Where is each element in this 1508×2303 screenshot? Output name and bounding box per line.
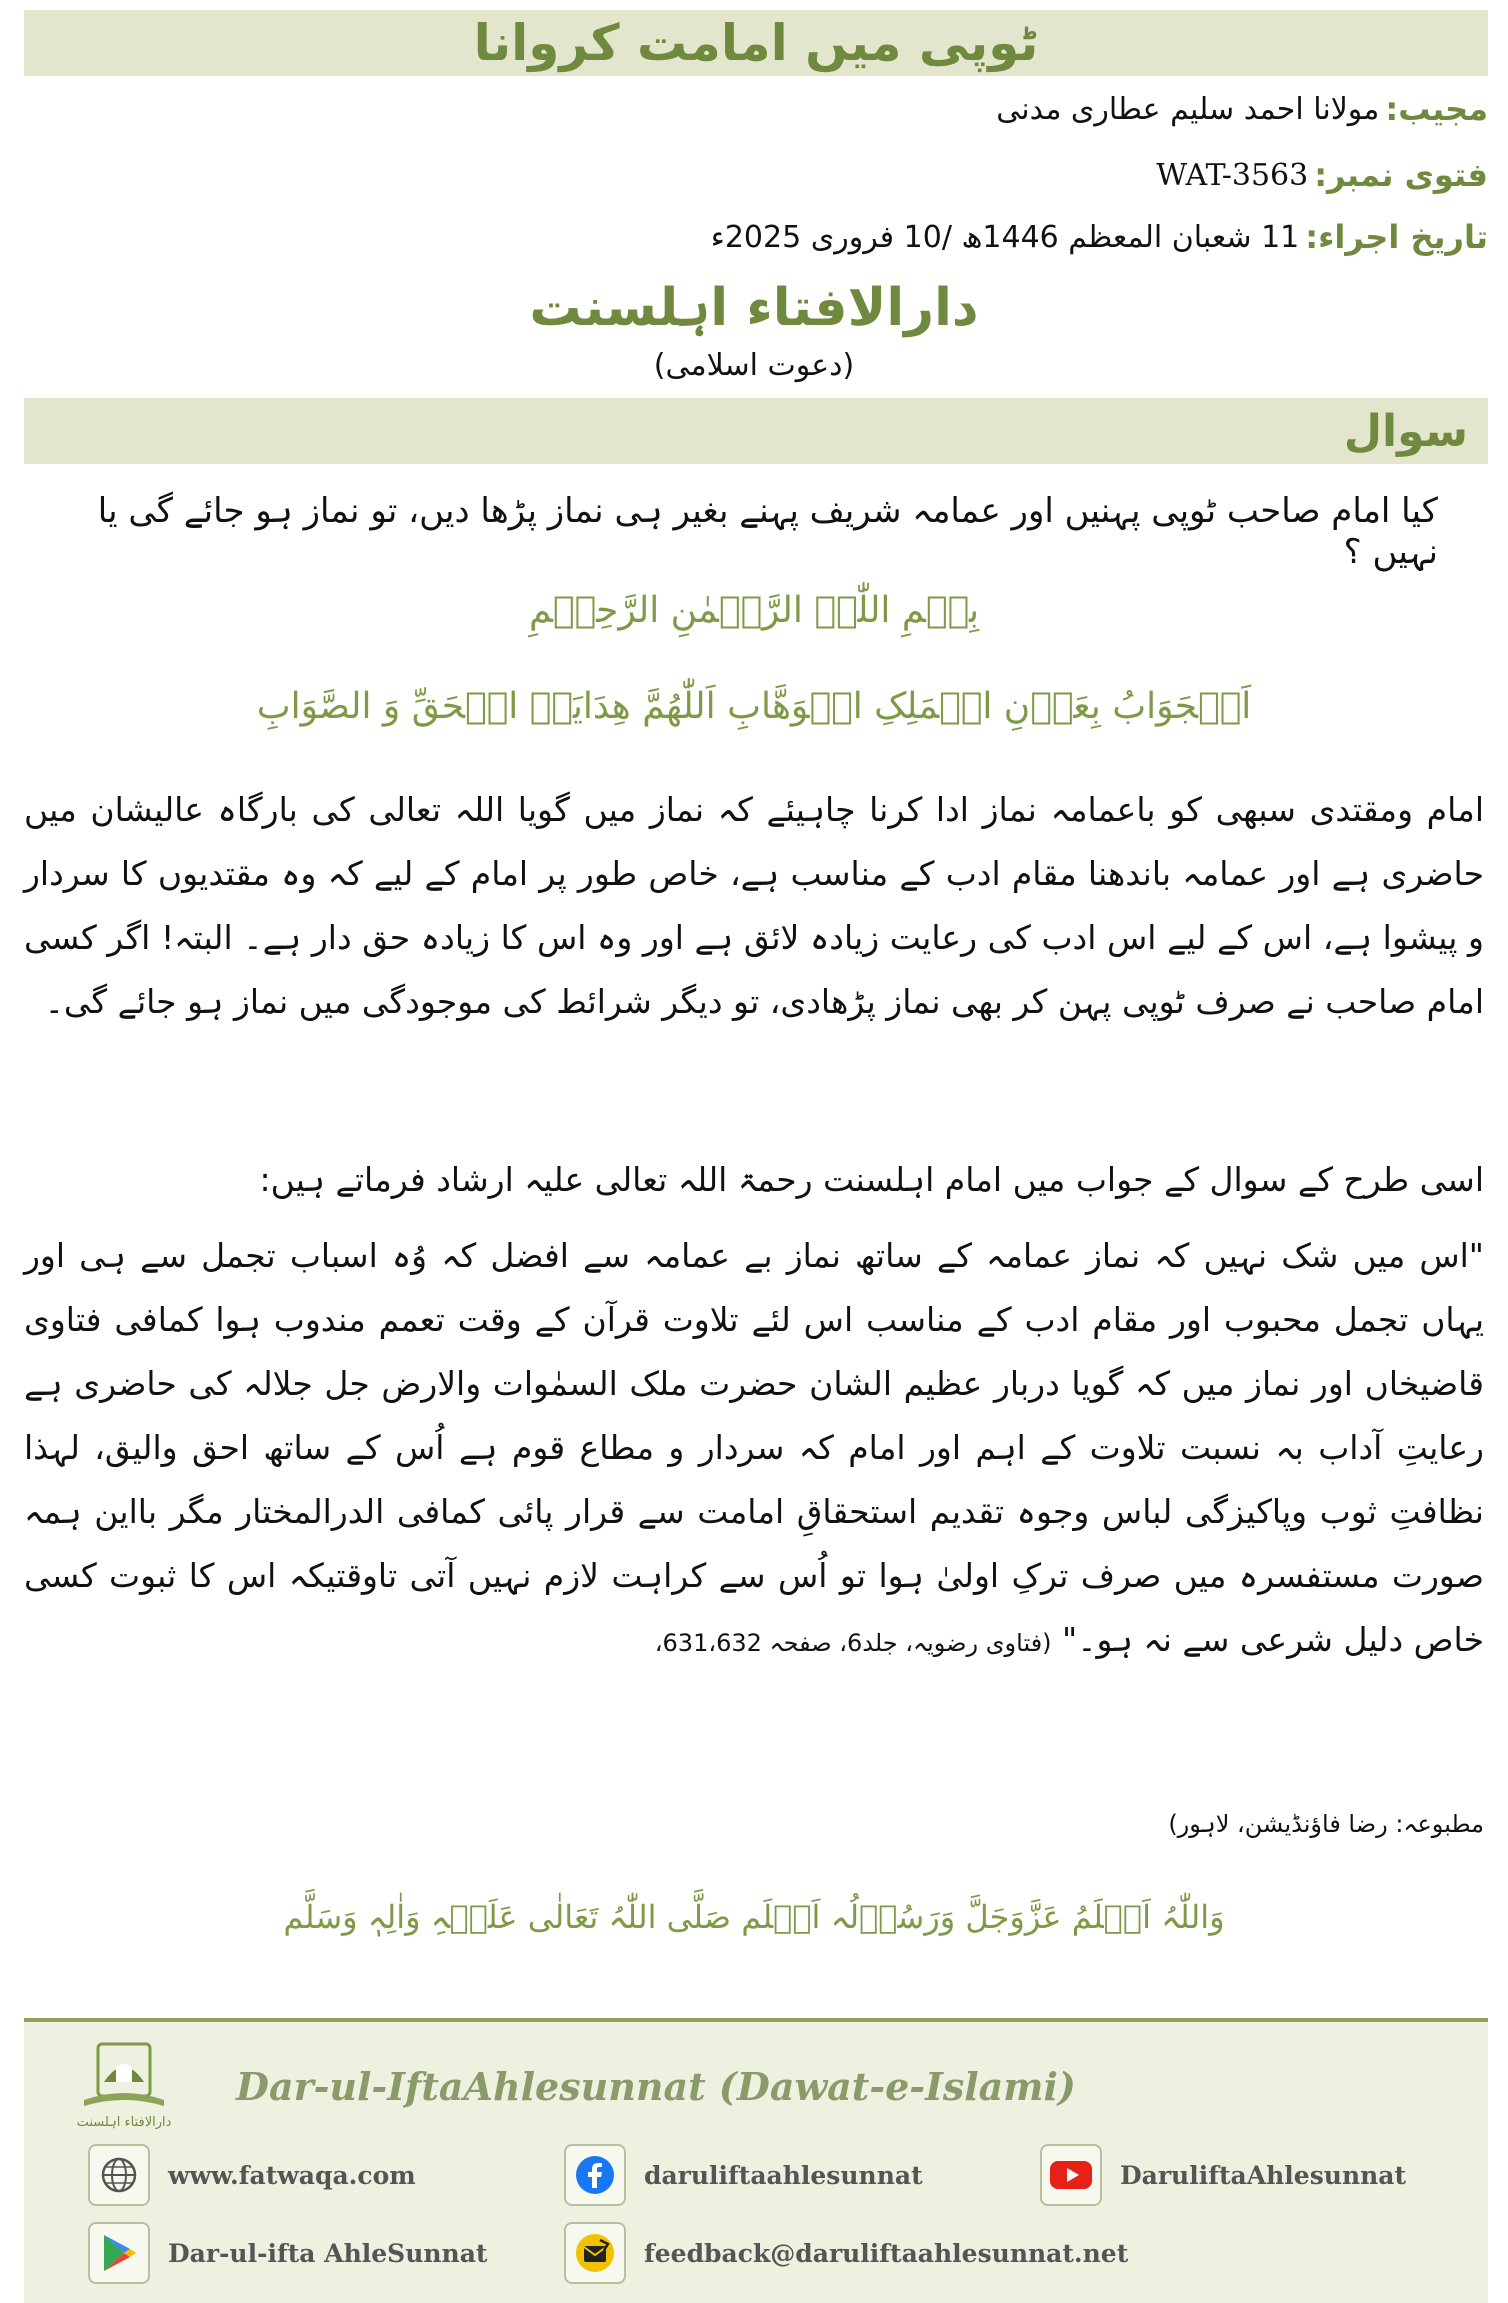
- svg-text:دارالافتاء اہلسنت: دارالافتاء اہلسنت: [76, 2115, 172, 2130]
- bismillah: بِسۡمِ اللّٰہِ الرَّحۡمٰنِ الرَّحِیۡمِ: [528, 590, 980, 631]
- mujeeb-label: مجیب:: [1385, 90, 1488, 128]
- youtube-icon: [1040, 2144, 1102, 2206]
- website-text: www.fatwaqa.com: [168, 2160, 416, 2190]
- institution-sub: (دعوت اسلامی): [653, 348, 855, 383]
- question-text: کیا امام صاحب ٹوپی پہنیں اور عمامہ شریف پہنے بغیر ہی نماز پڑھا دیں، تو نماز ہو جائے گی یا نہیں ؟: [97, 491, 1438, 572]
- date-line: [711, 212, 1488, 262]
- playstore-text: Dar-ul-ifta AhleSunnat: [168, 2238, 488, 2268]
- facebook-icon: [564, 2144, 626, 2206]
- website-link[interactable]: [88, 2144, 416, 2206]
- mujeeb-line: [996, 84, 1488, 134]
- fatwa-number-value: WAT-3563: [1156, 157, 1309, 193]
- email-link[interactable]: [564, 2222, 1128, 2284]
- closing-dua: وَاللّٰہُ اَعۡلَمُ عَزَّوَجَلَّ وَرَسُوۡلُہ اَعۡلَم صَلَّی اللّٰہُ تَعَالٰی عَلَیۡہِ وَاٰلِہٖ وَسَلَّم: [283, 1898, 1225, 1936]
- email-text: feedback@daruliftaahlesunnat.net: [644, 2238, 1129, 2268]
- question-heading-bar: [24, 398, 1488, 464]
- publisher-line: مطبوعہ: رضا فاؤنڈیشن، لاہور): [1168, 1810, 1484, 1838]
- play-store-icon: [88, 2222, 150, 2284]
- dar-ul-ifta-logo: [74, 2042, 174, 2137]
- facebook-link[interactable]: [564, 2144, 923, 2206]
- quote-intro: اسی طرح کے سوال کے جواب میں امام اہلسنت رحمۃ اللہ تعالی علیہ ارشاد فرماتے ہیں:: [259, 1160, 1484, 1199]
- title-bar: [24, 10, 1488, 76]
- question-heading: سوال: [1343, 405, 1468, 457]
- globe-icon: [88, 2144, 150, 2206]
- page-title: ٹوپی میں امامت کروانا: [473, 14, 1039, 72]
- quote-body: "اس میں شک نہیں کہ نماز عمامہ کے ساتھ نماز بے عمامہ سے افضل کہ وُہ اسباب تجمل سے ہی اور یہاں تجمل محبوب اور مقام ادب کے مناسب اس لئے تلاوت قرآن کے وقت تعمم مندوب ہوا کمافی فتاوی قاضیخاں اور نماز میں کہ گویا دربار عظیم الشان حضرت ملک السمٰوات والارض جل جلالہ کی حاضری ہے رعایتِ آداب بہ نسبت تلاوت کے اہم اور امام کہ سردار و مطاع قوم ہے اُس کے ساتھ احق والیق، لہذا نظافتِ ثوب وپاکیزگی لباس وجوہ تقدیم استحقاقِ امامت سے قرار پائی کمافی الدرالمختار مگر بااین ہمہ صورت مستفسرہ میں صرف ترکِ اولیٰ ہوا تو اُس سے کراہت لازم نہیں آتی تاوقتیکہ اس کا ثبوت کسی خاص دلیل شرعی سے نہ ہو۔": [24, 1236, 1484, 1659]
- youtube-link[interactable]: [1040, 2144, 1406, 2206]
- date-value: 11 شعبان المعظم 1446ھ /10 فروری 2025ء: [710, 219, 1300, 255]
- answer-opening: اَلۡجَوَابُ بِعَوۡنِ الۡمَلِکِ الۡوَھَّابِ اَللّٰھُمَّ ھِدَایَۃَ الۡحَقِّ وَ الصَّوَابِ: [256, 686, 1252, 727]
- fatwa-number-label: فتوی نمبر:: [1314, 156, 1488, 194]
- fatwa-number-line: [1156, 150, 1488, 200]
- date-label: تاریخ اجراء:: [1305, 218, 1488, 256]
- footer: [24, 2018, 1488, 2303]
- playstore-link[interactable]: [88, 2222, 487, 2284]
- institution-name: دارالافتاء اہلسنت: [529, 278, 979, 338]
- answer-paragraph: امام ومقتدی سبھی کو باعمامہ نماز ادا کرنا چاہیئے کہ نماز میں گویا اللہ تعالی کی بارگاہ عالیشان میں حاضری ہے اور عمامہ باندھنا مقام ادب کے مناسب ہے، خاص طور پر امام کے لیے کہ وہ مقتدیوں کا سردار و پیشوا ہے، اس کے لیے اس ادب کی رعایت زیادہ لائق ہے اور وہ اس کا زیادہ حق دار ہے۔ البتہ! اگر کسی امام صاحب نے صرف ٹوپی پہن کر بھی نماز پڑھادی، تو دیگر شرائط کی موجودگی میں نماز ہو جائے گی۔: [24, 790, 1484, 1021]
- mujeeb-value: مولانا احمد سلیم عطاری مدنی: [996, 91, 1380, 127]
- quote-reference: (فتاوی رضویہ، جلد6، صفحہ 631،632،: [654, 1629, 1052, 1657]
- feedback-icon: [564, 2222, 626, 2284]
- quote-text: [24, 1224, 1484, 1675]
- facebook-text: daruliftaahlesunnat: [644, 2160, 923, 2190]
- youtube-text: DaruliftaAhlesunnat: [1120, 2160, 1407, 2190]
- footer-brand: Dar-ul-IftaAhlesunnat (Dawat-e-Islami): [236, 2064, 1076, 2109]
